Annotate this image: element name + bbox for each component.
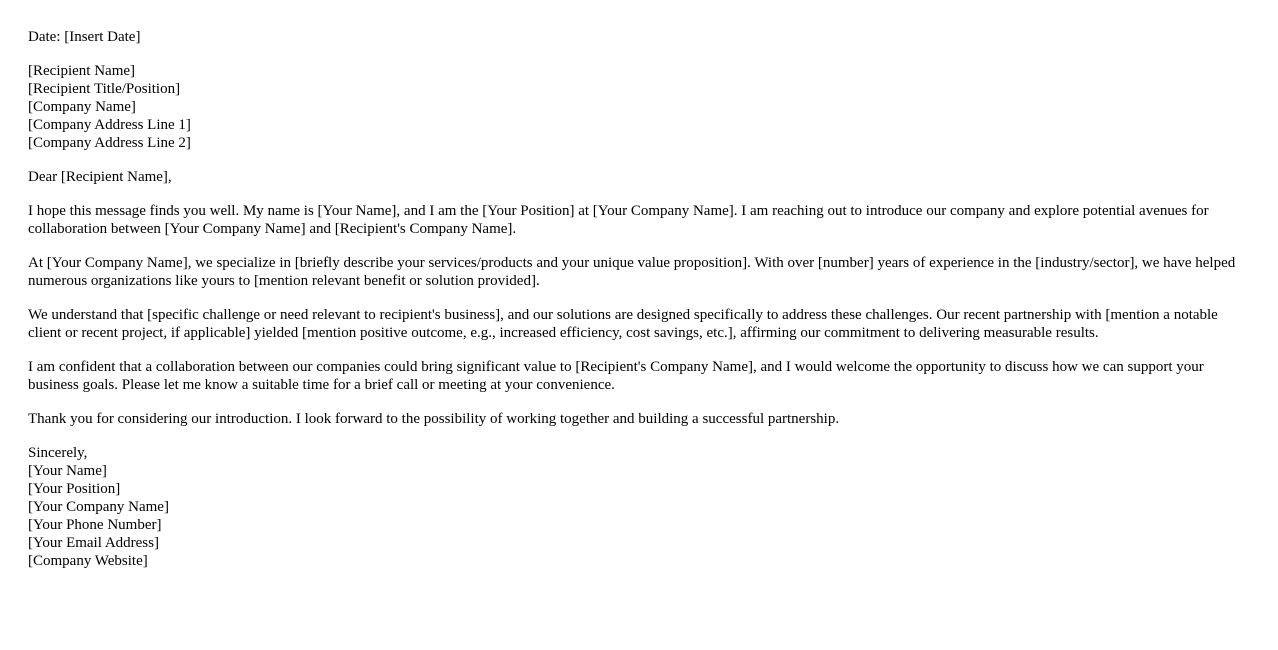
date-line <box>28 28 1254 46</box>
salutation <box>28 168 1254 186</box>
recipient-address-line-1: [Company Address Line 1] <box>28 117 191 133</box>
recipient-title: [Recipient Title/Position] <box>28 81 181 97</box>
signature-company: [Your Company Name] <box>28 499 169 515</box>
signature-block <box>28 444 1254 570</box>
date-text: Date: [Insert Date] <box>28 29 141 45</box>
paragraph-solutions: We understand that [specific challenge or need relevant to recipient's business], and our solutions are designed specifically to address these challenges. Our recent partnership with [mention a notable client or recent project, if applicable] yielded [mention positive outcome, e.g., increased efficiency, cost savings, etc.], affirming our commitment to delivering measurable results. <box>28 307 1218 341</box>
paragraph-thanks: Thank you for considering our introduction. I look forward to the possibility of working together and building a successful partnership. <box>28 411 840 427</box>
paragraph-services: At [Your Company Name], we specialize in [briefly describe your services/products and your unique value proposition]. With over [number] years of experience in the [industry/sector], we have helped numerous organizations like yours to [mention relevant benefit or solution provided]. <box>28 255 1236 289</box>
recipient-address-block <box>28 62 1254 152</box>
recipient-company: [Company Name] <box>28 99 136 115</box>
recipient-address-line-2: [Company Address Line 2] <box>28 135 191 151</box>
signature-phone: [Your Phone Number] <box>28 517 162 533</box>
closing-text: Sincerely, <box>28 445 88 461</box>
paragraph-collaboration: I am confident that a collaboration between our companies could bring significant value to [Recipient's Company Name], and I would welcome the opportunity to discuss how we can support your business goals. Please let me know a suitable time for a brief call or meeting at your convenience. <box>28 359 1204 393</box>
paragraph-introduction: I hope this message finds you well. My name is [Your Name], and I am the [Your Position] at [Your Company Name]. I am reaching out to introduce our company and explore potential avenues for collaboration between [Your Company Name] and [Recipient's Company Name]. <box>28 203 1209 237</box>
signature-name: [Your Name] <box>28 463 107 479</box>
recipient-name: [Recipient Name] <box>28 63 136 79</box>
signature-email: [Your Email Address] <box>28 535 159 551</box>
signature-website: [Company Website] <box>28 553 148 569</box>
salutation-text: Dear [Recipient Name], <box>28 169 172 185</box>
signature-position: [Your Position] <box>28 481 121 497</box>
letter-body <box>28 28 1254 586</box>
